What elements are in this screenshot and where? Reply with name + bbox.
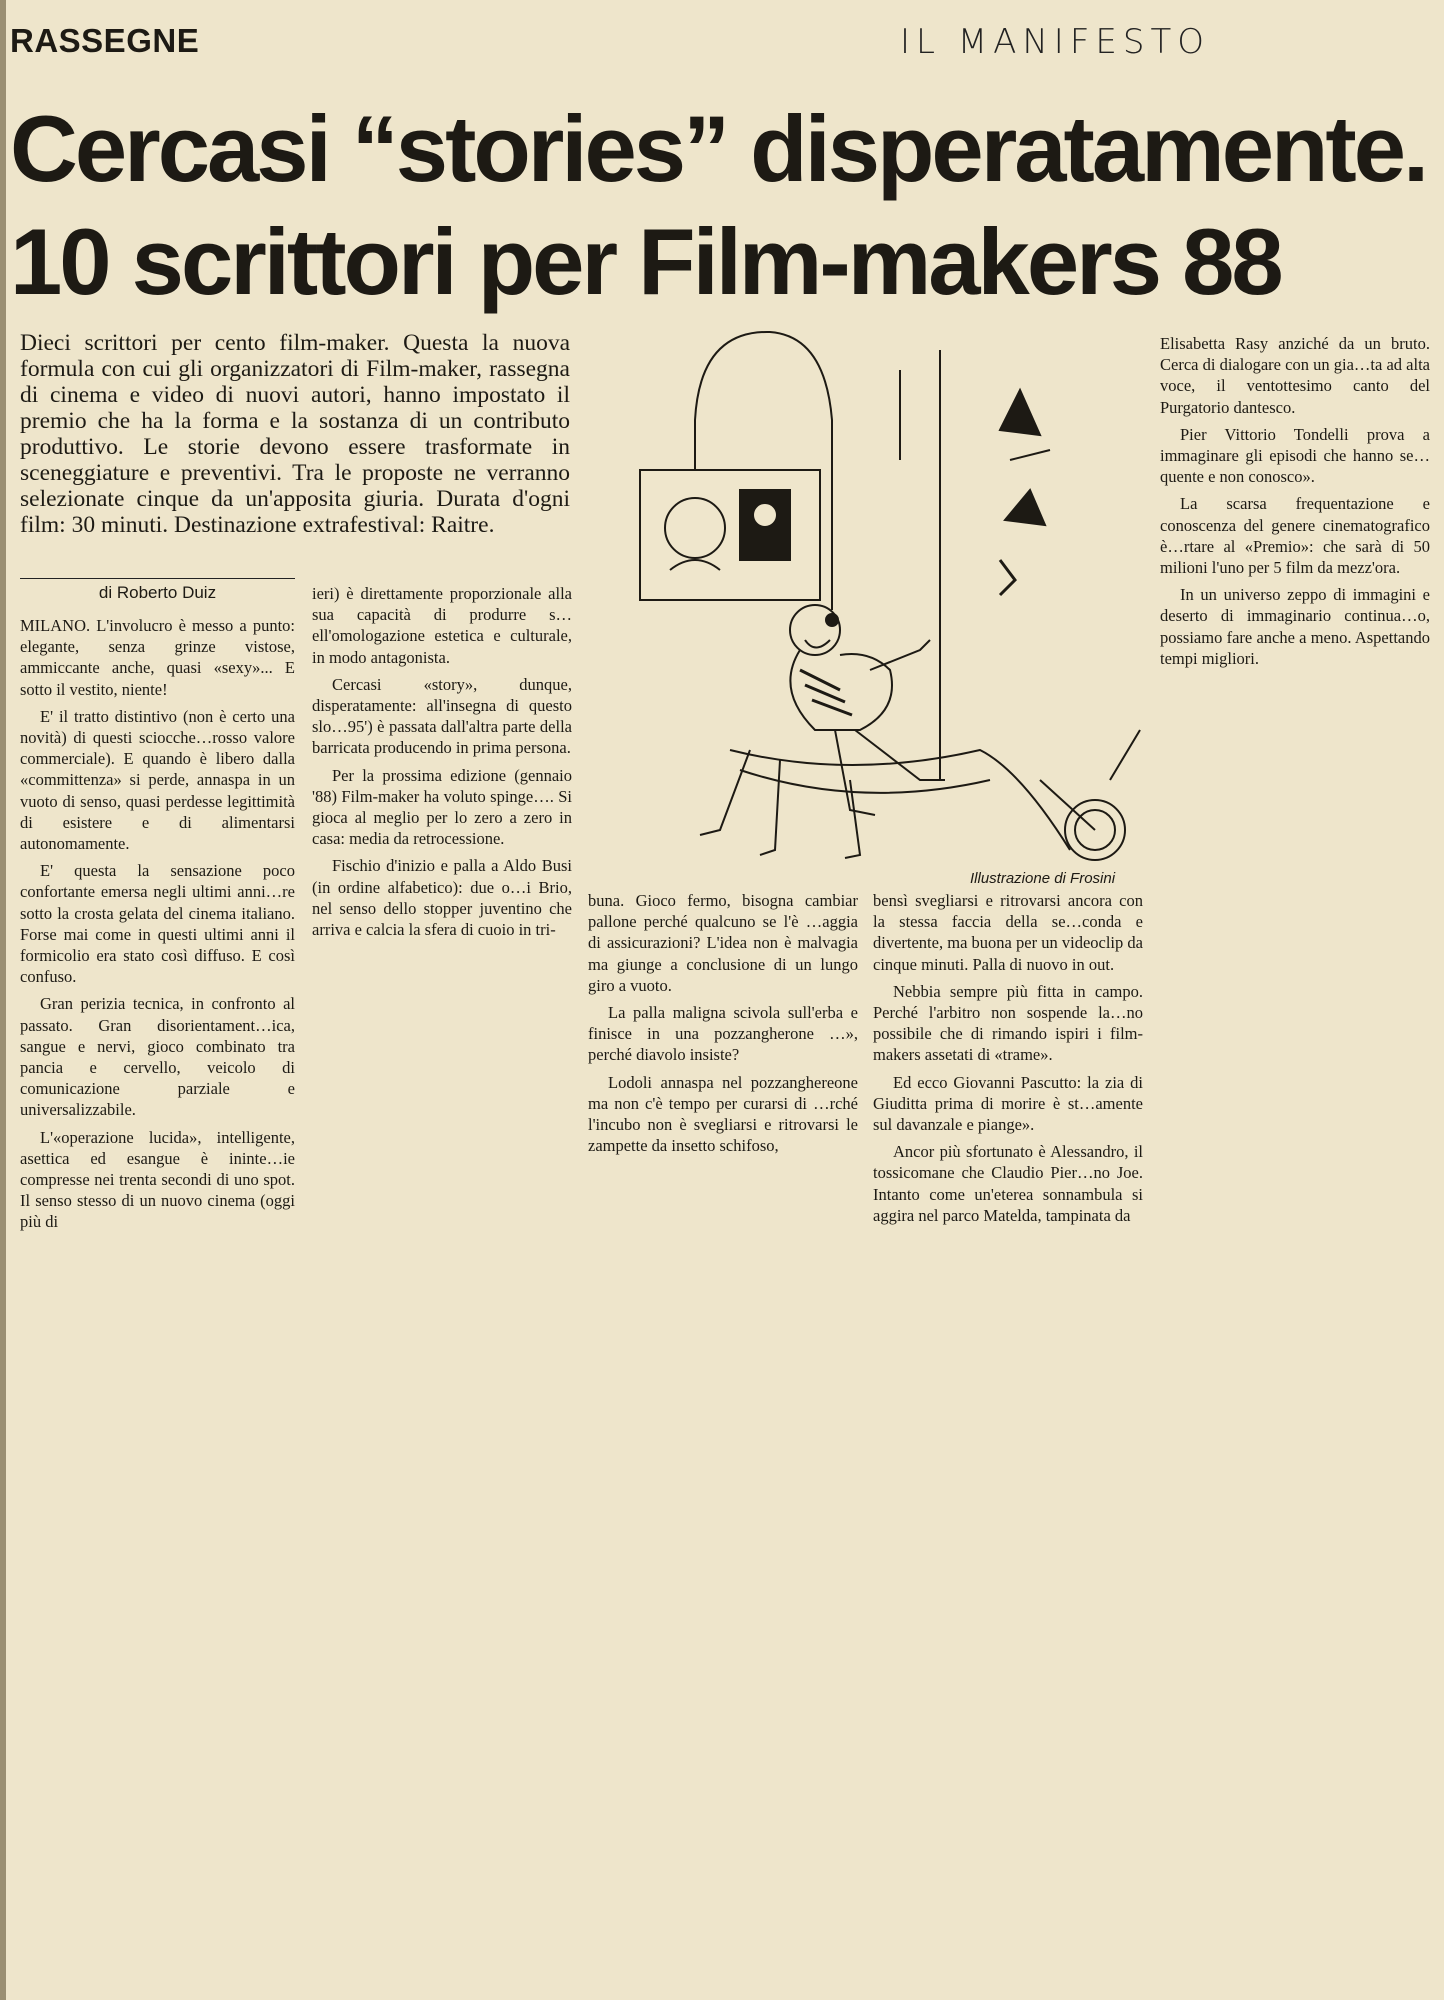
illustration-caption: Illustrazione di Frosini [970,870,1116,887]
paragraph: Elisabetta Rasy anziché da un bruto. Cerca di dialogare con un gia…ta ad alta voce, il ventottesimo canto del Purgatorio dantesco. [1160,334,1430,417]
article-column-5 [1160,333,1430,1985]
paragraph: L'«operazione lucida», intelligente, asettica ed esangue è ininte…ie compresse nei trenta secondi di uno spot. Il senso stesso di un nuovo cinema (oggi più di [20,1127,295,1232]
paragraph: La scarsa frequentazione e conoscenza del genere cinematografico è…rtare al «Premio»: che sarà di 50 milioni l'uno per 5 film da mezz'ora. [1160,494,1430,578]
paragraph: E' il tratto distintivo (non è certo una novità) di questi sciocche…rosso valore commerciale). E quando è libero dalla «committenza» si perde, annaspa in un vuoto di senso, quasi perdesse legittimità di esistere e di alimentarsi autonomamente. [20,706,295,854]
paragraph: In un universo zeppo di immagini e deserto di immaginario continua…o, possiamo fare anche a meno. Aspettando tempi migliori. [1160,585,1430,668]
article-column-2 [312,583,572,1983]
paragraph: Lodoli annaspa nel pozzanghereone ma non c'è tempo per curarsi di …rché l'incubo non è svegliarsi e ritrovarsi le zampette da insetto schifoso, [588,1072,858,1156]
article-column-1 [20,615,295,1985]
section-label: RASSEGNE [10,22,200,59]
headline-line-2: 10 scrittori per Film-makers 88 [10,209,1281,314]
paragraph: bensì svegliarsi e ritrovarsi ancora con la stessa faccia della se…conda e divertente, ma buona per un videoclip da cinque minuti. Palla di nuovo in out. [873,891,1143,974]
handwritten-publication-note: IL MANIFESTO [900,22,1210,62]
paragraph: Fischio d'inizio e palla a Aldo Busi (in ordine alfabetico): due o…i Brio, nel senso dello stopper juventino che arriva e calcia la sfera di cuoio in tri- [312,856,572,940]
article-column-3 [588,890,858,1985]
paragraph: Pier Vittorio Tondelli prova a immaginare gli episodi che hanno se… quente e non conosco». [1160,424,1430,487]
byline: di Roberto Duiz [20,578,295,603]
paragraph: buna. Gioco fermo, bisogna cambiar pallone perché qualcuno se l'è …aggia di assicurazioni? L'idea non è malvagia ma giunge a conclusione di un lungo giro a vuoto. [588,891,858,995]
headline-line-1: Cercasi “stories” disperatamente. [10,96,1427,201]
paragraph: Ancor più sfortunato è Alessandro, il tossicomane che Claudio Pier…no Joe. Intanto come un'eterea sonnambula si aggira nel parco Matelda, tampinata da [873,1142,1143,1225]
paragraph: ieri) è direttamente proporzionale alla sua capacità di produrre s…ell'omologazione estetica e culturale, in modo antagonista. [312,584,572,667]
paragraph: Per la prossima edizione (gennaio '88) Film-maker ha voluto spinge…. Si gioca al meglio per lo zero a zero in casa: media da retrocessione. [312,765,572,849]
paragraph: E' questa la sensazione poco confortante emersa negli ultimi anni…re sotto la crosta gelata del cinema italiano. Forse mai come in questi ultimi anni il formicolio era stato così diffuso. E così confuso. [20,861,295,987]
paragraph: La palla maligna scivola sull'erba e finisce in una pozzangherone …», perché diavolo insiste? [588,1003,858,1065]
article-column-4 [873,890,1143,1985]
paragraph: Cercasi «story», dunque, disperatamente: all'insegna di questo slo…95') è passata dall'altra parte della barricata producendo in prima persona. [312,674,572,758]
cyclist-machine-illustration [600,310,1145,870]
paragraph: Nebbia sempre più fitta in campo. Perché l'arbitro non sospende la…no possibile che di rimando ispiri i film-makers assetati di «trame». [873,981,1143,1065]
paragraph: MILANO. L'involucro è messo a punto: elegante, senza grinze vistose, ammiccante anche, quasi «sexy»... E sotto il vestito, niente! [20,616,295,699]
paragraph: Gran perizia tecnica, in confronto al passato. Gran disorientament…ica, sangue e nervi, gioco combinato tra pancia e cervello, veicolo di comunicazione parziale e universalizzabile. [20,994,295,1120]
paragraph: Ed ecco Giovanni Pascutto: la zia di Giuditta prima di morire è st…amente sul davanzale e piange». [873,1072,1143,1135]
page-binding-edge [0,0,6,2000]
headline [10,92,1430,318]
lead-paragraph: Dieci scrittori per cento film-maker. Questa la nuova formula con cui gli organizzatori di Film-maker, rassegna di cinema e video di nuovi autori, hanno impostato il premio che ha la forma e la sostanza di un contributo produttivo. Le storie devono essere trasformate in sceneggiature e preventivi. Tra le proposte ne verranno selezionate cinque da un'apposita giuria. Durata d'ogni film: 30 minuti. Destinazione extrafestival: Raitre. [20,330,570,538]
